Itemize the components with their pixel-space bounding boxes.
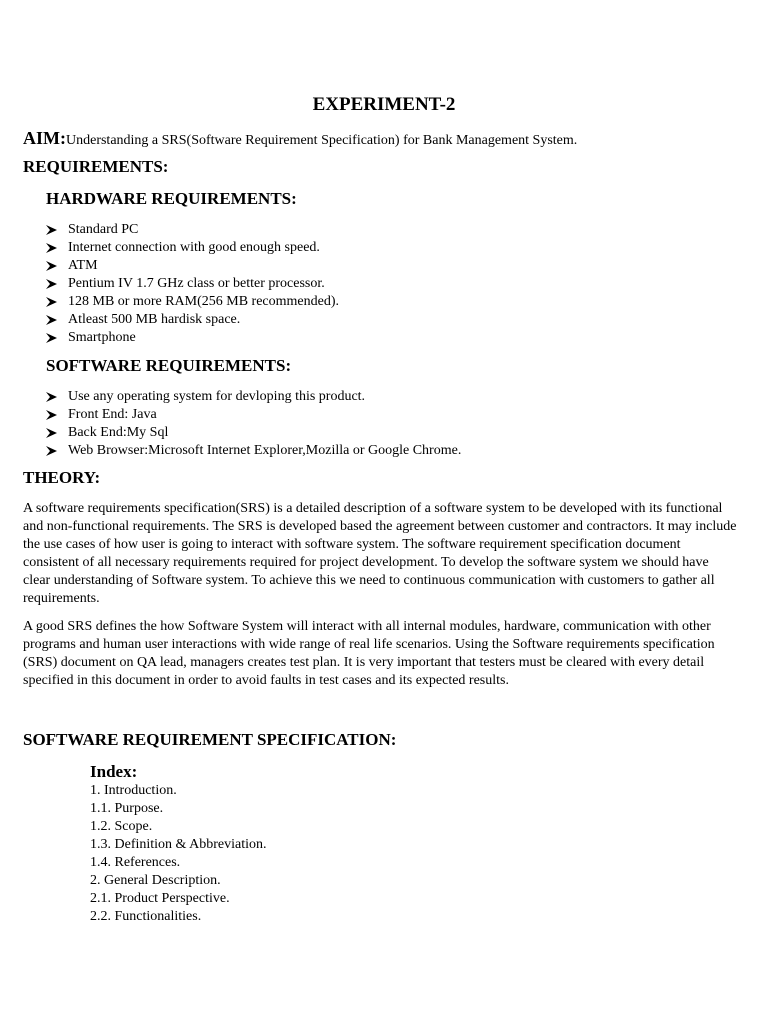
list-item-text: ATM [68, 258, 98, 273]
software-requirements-heading: SOFTWARE REQUIREMENTS: [46, 356, 292, 375]
list-item-text: Atleast 500 MB hardisk space. [68, 312, 241, 327]
arrowhead-bullet-icon [46, 446, 57, 456]
index-item: 2.2. Functionalities. [90, 909, 202, 924]
list-item [46, 442, 461, 460]
arrowhead-bullet-icon [46, 428, 57, 438]
hardware-requirements-heading: HARDWARE REQUIREMENTS: [46, 189, 297, 208]
arrowhead-bullet-icon [46, 410, 57, 420]
index-item: 2. General Description. [90, 873, 221, 888]
list-item [46, 239, 339, 257]
arrowhead-bullet-icon [46, 261, 57, 271]
index-item: 2.1. Product Perspective. [90, 891, 230, 906]
arrowhead-bullet-icon [46, 225, 57, 235]
list-item-text: Use any operating system for devloping this product. [68, 389, 366, 404]
experiment-title: EXPERIMENT-2 [312, 94, 456, 115]
list-item [46, 311, 339, 329]
arrowhead-bullet-icon [46, 243, 57, 253]
arrowhead-bullet-icon [46, 392, 57, 402]
list-item-text: Smartphone [68, 330, 136, 345]
aim-text: Understanding a SRS(Software Requirement Specification) for Bank Management System. [66, 133, 578, 148]
list-item [46, 293, 339, 311]
arrowhead-bullet-icon [46, 315, 57, 325]
list-item-text: Pentium IV 1.7 GHz class or better processor. [68, 276, 325, 291]
list-item [46, 257, 339, 275]
index-title: Index: [90, 762, 138, 781]
list-item-text: Web Browser:Microsoft Internet Explorer,Mozilla or Google Chrome. [68, 443, 462, 458]
index-item: 1.3. Definition & Abbreviation. [90, 837, 267, 852]
arrowhead-bullet-icon [46, 297, 57, 307]
index-item: 1. Introduction. [90, 783, 177, 798]
requirements-heading: REQUIREMENTS: [23, 157, 169, 176]
index-item: 1.1. Purpose. [90, 801, 164, 816]
list-item-text: Internet connection with good enough speed. [68, 240, 320, 255]
list-item-text: Back End:My Sql [68, 425, 169, 440]
theory-paragraph-2: A good SRS defines the how Software System will interact with all internal modules, hardware, communication with other programs and human user interactions with wide range of real life scenarios. Using the Software requirements specification (SRS) document on QA lead, managers creates test plan. It is very important that testers must be cleared with every detail specified in this document in order to avoid faults in test cases and its expected results. [23, 619, 715, 688]
list-item-text: Standard PC [68, 222, 139, 237]
list-item [46, 406, 461, 424]
aim-line [23, 128, 577, 149]
arrowhead-bullet-icon [46, 279, 57, 289]
theory-paragraph-1: A software requirements specification(SRS) is a detailed description of a software system to be developed with its functional and non-functional requirements. The SRS is developed based the agreement between customer and contractors. It may include the use cases of how user is going to interact with software system. The software requirement specification document consistent of all necessary requirements required for project development. To develop the software system we should have clear understanding of Software system. To achieve this we need to continuous communication with customers to gather all requirements. [23, 501, 737, 606]
list-item [46, 424, 461, 442]
list-item-text: 128 MB or more RAM(256 MB recommended). [68, 294, 340, 309]
index-list [90, 782, 267, 926]
list-item [46, 388, 461, 406]
theory-heading: THEORY: [23, 468, 101, 487]
list-item [46, 329, 339, 347]
list-item-text: Front End: Java [68, 407, 157, 422]
aim-label: AIM: [23, 128, 66, 148]
srs-heading: SOFTWARE REQUIREMENT SPECIFICATION: [23, 730, 397, 749]
list-item [46, 221, 339, 239]
index-item: 1.2. Scope. [90, 819, 153, 834]
arrowhead-bullet-icon [46, 333, 57, 343]
index-item: 1.4. References. [90, 855, 181, 870]
software-requirements-list [46, 388, 461, 460]
hardware-requirements-list [46, 221, 339, 347]
list-item [46, 275, 339, 293]
